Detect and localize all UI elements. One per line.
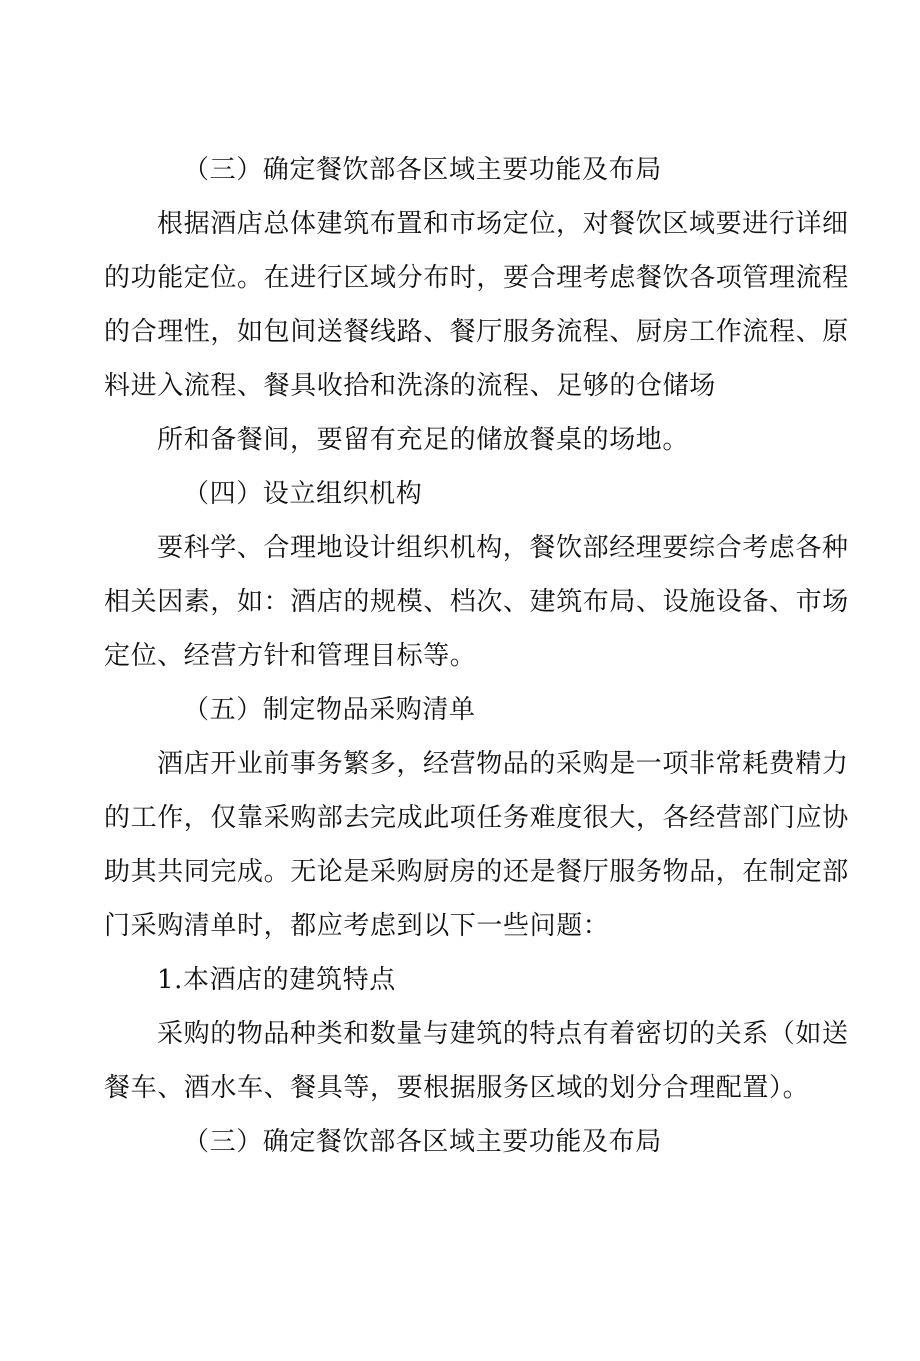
paragraph-line: 助其共同完成。无论是采购厨房的还是餐厅服务物品，在制定部	[104, 857, 849, 887]
paragraph-line: 酒店开业前事务繁多，经营物品的采购是一项非常耗费精力	[157, 749, 849, 779]
paragraph-line: 餐车、酒水车、餐具等，要根据服务区域的划分合理配置）。	[104, 1073, 810, 1103]
paragraph-line: 的功能定位。在进行区域分布时，要合理考虑餐饮各项管理流程	[104, 263, 849, 293]
paragraph-line: 的合理性，如包间送餐线路、餐厅服务流程、厨房工作流程、原	[104, 317, 849, 347]
paragraph-line: 定位、经营方针和管理目标等。	[104, 641, 477, 671]
section-heading-5: （五）制定物品采购清单	[183, 695, 476, 725]
paragraph-line: 的工作，仅靠采购部去完成此项任务难度很大，各经营部门应协	[104, 803, 849, 833]
paragraph-line: 要科学、合理地设计组织机构，餐饮部经理要综合考虑各种	[157, 533, 849, 563]
section-heading-3: （三）确定餐饮部各区域主要功能及布局	[183, 155, 662, 185]
section-heading-4: （四）设立组织机构	[183, 479, 423, 509]
paragraph-line: 料进入流程、餐具收拾和洗涤的流程、足够的仓储场	[104, 371, 716, 401]
subsection-heading-1: 1.本酒店的建筑特点	[157, 965, 396, 995]
section-heading-3-repeat: （三）确定餐饮部各区域主要功能及布局	[183, 1127, 662, 1157]
paragraph-line: 根据酒店总体建筑布置和市场定位，对餐饮区域要进行详细	[157, 209, 849, 239]
paragraph-line: 所和备餐间，要留有充足的储放餐桌的场地。	[157, 425, 690, 455]
paragraph-line: 采购的物品种类和数量与建筑的特点有着密切的关系（如送	[157, 1019, 849, 1049]
paragraph-line: 相关因素，如：酒店的规模、档次、建筑布局、设施设备、市场	[104, 587, 849, 617]
paragraph-line: 门采购清单时，都应考虑到以下一些问题：	[104, 911, 610, 941]
